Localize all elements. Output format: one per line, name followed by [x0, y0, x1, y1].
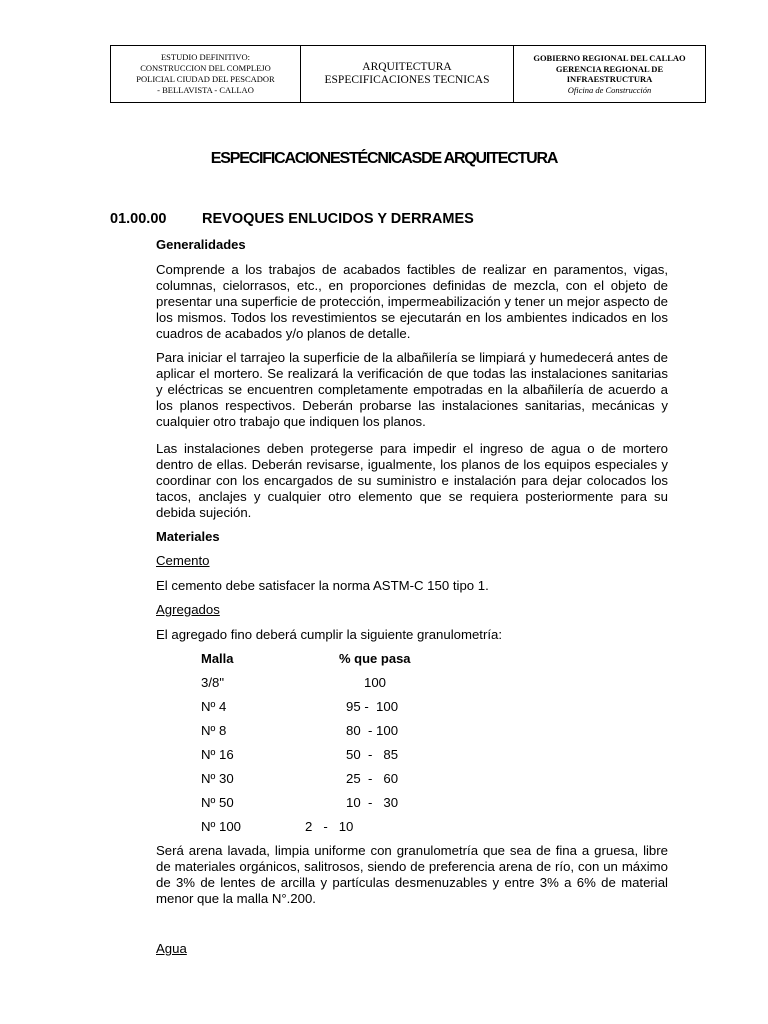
header-project-line: CONSTRUCCION DEL COMPLEJO [140, 63, 271, 73]
header-org-line: Oficina de Construcción [567, 84, 652, 95]
generalidades-paragraph-1: Comprende a los trabajos de acabados factibles de realizar en paramentos, vigas, columnas, cielorrasos, etc., en proporciones definidas de mezcla, con el objeto de presentar una superficie de protección, impermeabilización y tener un mejor aspecto de los mismos. Todos los revestimientos se ejecutarán en los ambientes indicados en los cuadros de acabados y/o planos de detalle. [156, 262, 668, 342]
granulometry-sieve: Nº 8 [201, 723, 227, 738]
granulometry-percent: 10 - 30 [346, 795, 399, 810]
granulometry-header-malla: Malla [201, 651, 234, 666]
granulometry-sieve: Nº 16 [201, 747, 234, 762]
document-header-table [110, 45, 706, 103]
generalidades-paragraph-2: Para iniciar el tarrajeo la superficie de la albañilería se limpiará y humedecerá antes de aplicar el mortero. Se realizará la verificación de que todas las instalaciones sanitarias y eléctricas se encuentren completamente empotradas en la albañilería de acuerdo a los planos respectivos. Deberán probarse las instalaciones sanitarias, mecánicas y cualquier otro trabajo que indiquen los planos. [156, 350, 668, 430]
cemento-text: El cemento debe satisfacer la norma ASTM-C 150 tipo 1. [156, 578, 489, 593]
granulometry-percent: 95 - 100 [346, 699, 399, 714]
header-discipline-cell [301, 46, 514, 102]
section-number: 01.00.00 [110, 211, 167, 227]
agua-subheading: Agua [156, 941, 187, 956]
agregados-text: El agregado fino deberá cumplir la siguiente granulometría: [156, 627, 503, 642]
header-project-line: POLICIAL CIUDAD DEL PESCADOR [136, 74, 275, 84]
header-project-cell [111, 46, 301, 102]
granulometry-sieve: Nº 4 [201, 699, 227, 714]
document-title: ESPECIFICACIONESTÉCNICASDE ARQUITECTURA [210, 150, 558, 167]
materiales-heading: Materiales [156, 529, 220, 544]
granulometry-percent: 25 - 60 [346, 771, 399, 786]
header-discipline-line: ARQUITECTURA [362, 61, 452, 73]
granulometry-percent: 80 - 100 [346, 723, 399, 738]
granulometry-sieve: Nº 100 [201, 819, 242, 834]
granulometry-header-pasa: % que pasa [339, 651, 411, 666]
generalidades-paragraph-3: Las instalaciones deben protegerse para impedir el ingreso de agua o de mortero dentro de ellas. Deberán revisarse, igualmente, los planos de los equipos especiales y coordinar con los encargados de su suministro e instalación para dejar colocados los tacos, anclajes y cualquier otro elemento que se requiera posteriormente para su debida sujeción. [156, 441, 668, 521]
header-org-line: INFRAESTRUCTURA [566, 74, 653, 84]
granulometry-sieve: 3/8" [201, 675, 225, 690]
header-organization-cell [514, 46, 705, 102]
agregados-subheading: Agregados [156, 602, 220, 617]
section-heading [110, 211, 474, 227]
header-org-line: GOBIERNO REGIONAL DEL CALLAO [533, 53, 686, 63]
header-project-line: - BELLAVISTA - CALLAO [157, 85, 254, 95]
granulometry-percent: 2 - 10 [305, 819, 354, 834]
generalidades-heading: Generalidades [156, 237, 246, 252]
granulometry-sieve: Nº 50 [201, 795, 234, 810]
cemento-subheading: Cemento [156, 553, 210, 568]
granulometry-sieve: Nº 30 [201, 771, 234, 786]
granulometry-percent: 50 - 85 [346, 747, 399, 762]
section-name: REVOQUES ENLUCIDOS Y DERRAMES [202, 211, 474, 227]
header-org-line: GERENCIA REGIONAL DE [555, 63, 664, 74]
header-discipline-line: ESPECIFICACIONES TECNICAS [324, 74, 490, 86]
granulometry-percent: 100 [364, 675, 387, 690]
arena-paragraph: Será arena lavada, limpia uniforme con granulometría que sea de fina a gruesa, libre de materiales orgánicos, salitrosos, siendo de preferencia arena de río, con un máximo de 3% de lentes de arcilla y partículas desmenuzables y entre 3% a 6% de material menor que la malla N°.200. [156, 843, 668, 907]
header-project-line: ESTUDIO DEFINITIVO: [160, 52, 250, 62]
